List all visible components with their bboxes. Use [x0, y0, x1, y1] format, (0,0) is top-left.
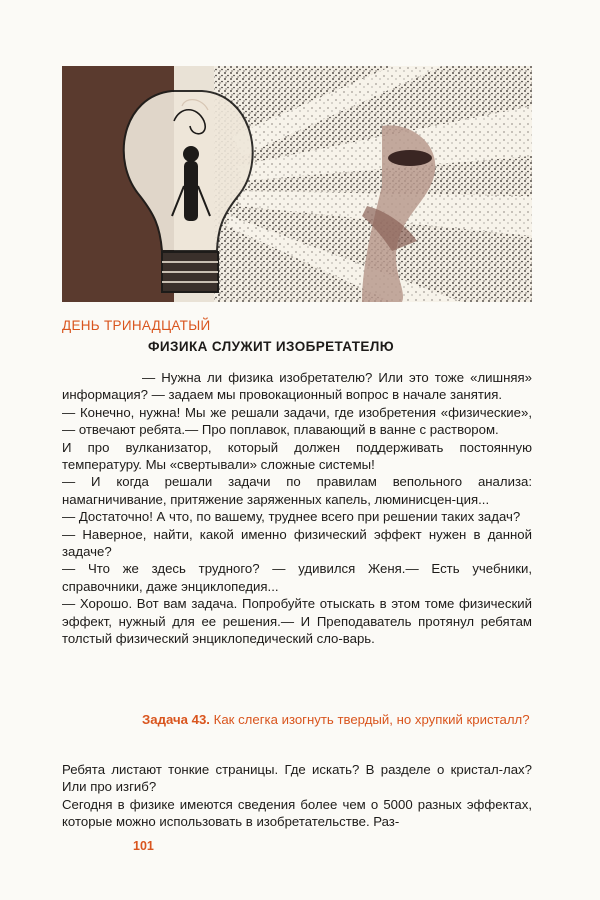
paragraph: — Хорошо. Вот вам задача. Попробуйте отыскать в этом томе физический эффект, нужный для ее решения.— И Преподаватель протянул ребятам толстый физический энциклопедический сло-варь.: [62, 596, 532, 647]
task-text: Как слегка изогнуть твердый, но хрупкий кристалл?: [213, 712, 530, 727]
task-number: Задача 43.: [142, 712, 210, 727]
paragraph: — И когда решали задачи по правилам вепольного анализа: намагничивание, притяжение заряженных капель, люминисцен-ция...: [62, 474, 532, 507]
paragraph: И про вулканизатор, который должен поддерживать постоянную температуру. Мы «свертывали» сложные системы!: [62, 439, 532, 473]
paragraph: — Конечно, нужна! Мы же решали задачи, где изобретения «физические»,— отвечают ребята.— Про поплавок, плавающий в ванне с раствором.: [62, 404, 532, 438]
paragraph: — Наверное, найти, какой именно физический эффект нужен в данной задаче?: [62, 526, 532, 560]
page-number: 101: [133, 839, 154, 853]
paragraph: Сегодня в физике имеются сведения более чем о 5000 разных эффектах, которые можно использовать в изобретательстве. Раз-: [62, 796, 532, 830]
lightbulb-illustration: [62, 66, 532, 302]
paragraph: Ребята листают тонкие страницы. Где искать? В разделе о кристал-лах? Или про изгиб?: [62, 762, 532, 795]
body-text: [62, 761, 532, 831]
paragraph: — Нужна ли физика изобретателю? Или это тоже «лишняя» информация? — задаем мы провокационный вопрос в начале занятия.: [62, 370, 532, 403]
paragraph: — Что же здесь трудного? — удивился Женя.— Есть учебники, справочники, даже энциклопедия...: [62, 561, 532, 594]
chapter-heading: ДЕНЬ ТРИНАДЦАТЫЙ: [62, 318, 211, 333]
task-heading: [62, 711, 532, 728]
page-title: ФИЗИКА СЛУЖИТ ИЗОБРЕТАТЕЛЮ: [148, 339, 395, 354]
dialogue-text: [62, 369, 532, 648]
paragraph: — Достаточно! А что, по вашему, труднее всего при решении таких задач?: [62, 509, 521, 525]
